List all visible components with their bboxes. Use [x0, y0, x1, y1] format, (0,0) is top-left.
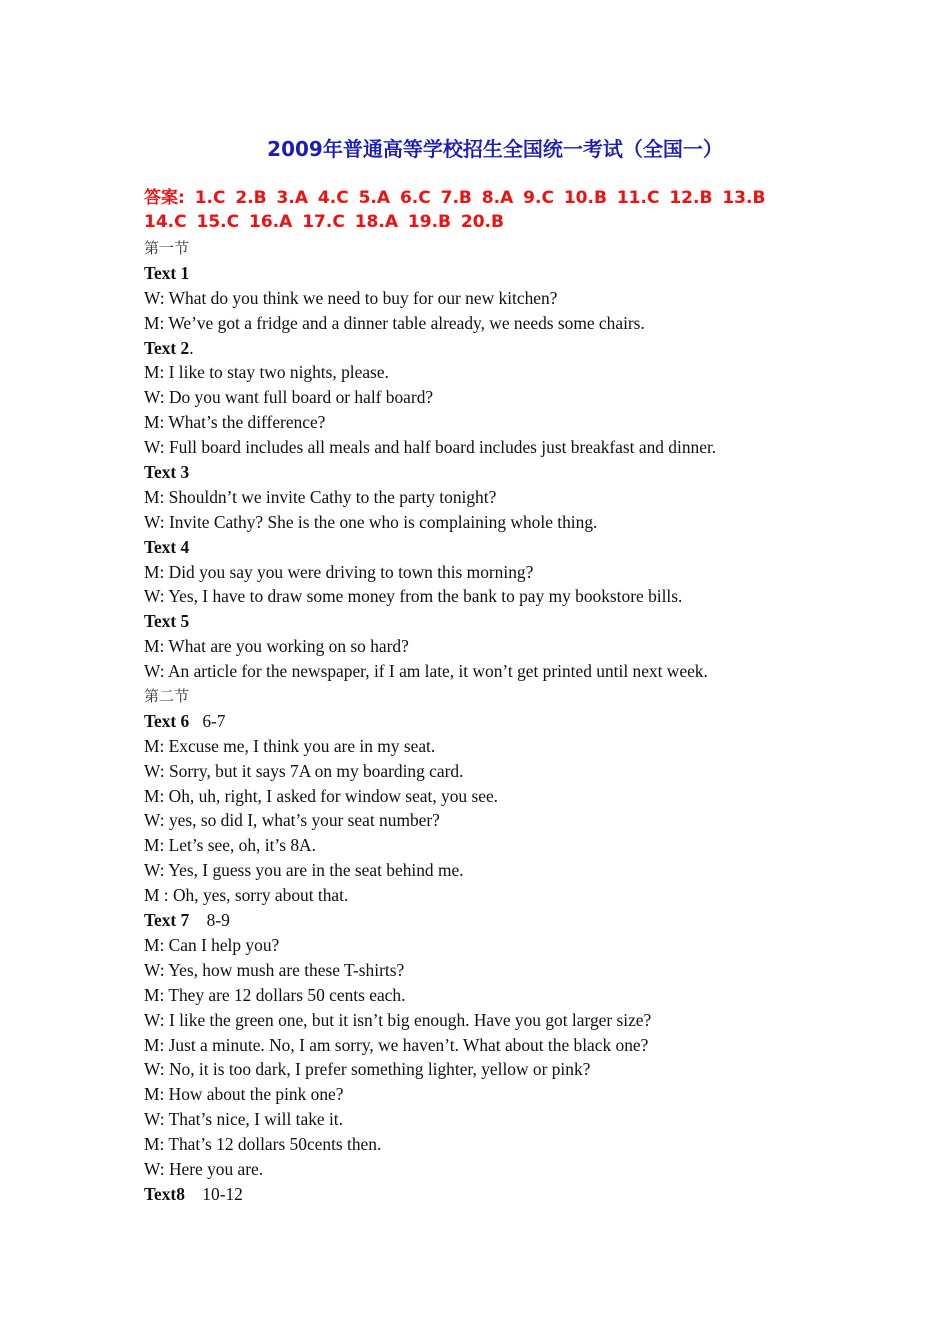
dialogue-line: W: No, it is too dark, I prefer something lighter, yellow or pink?: [144, 1059, 591, 1080]
dialogue-line: W: An article for the newspaper, if I am late, it won’t get printed until next week.: [144, 661, 708, 682]
dialogue-line: M: Just a minute. No, I am sorry, we haven’t. What about the black one?: [144, 1034, 649, 1055]
dialogue-line: M: We’ve got a fridge and a dinner table already, we needs some chairs.: [144, 312, 645, 333]
text-4-heading: Text 4: [144, 536, 190, 557]
text-6-range: 6-7: [202, 710, 226, 731]
text-7-heading-row: [144, 908, 844, 933]
transcript-body: [144, 236, 844, 1207]
dialogue-line: M: What are you working on so hard?: [144, 636, 409, 657]
text-5-heading: Text 5: [144, 611, 190, 632]
dialogue-line: M: That’s 12 dollars 50cents then.: [144, 1134, 382, 1155]
text-2-heading-row: [144, 336, 844, 361]
dialogue-line: W: Yes, how mush are these T-shirts?: [144, 959, 405, 980]
dialogue-line: M: I like to stay two nights, please.: [144, 362, 389, 383]
dialogue-line: M: They are 12 dollars 50 cents each.: [144, 984, 406, 1005]
answer-key: 答案: 1.C 2.B 3.A 4.C 5.A 6.C 7.B 8.A 9.C 10.B 11.C 12.B 13.B 14.C 15.C 16.A 17.C 18.A 19.B 20.B: [144, 188, 766, 232]
dialogue-line: M: Excuse me, I think you are in my seat.: [144, 735, 436, 756]
section-heading-1: 第一节: [144, 239, 190, 257]
text-6-heading: Text 6: [144, 710, 190, 731]
text-7-range: 8-9: [206, 910, 230, 931]
text-8-heading: Text8: [144, 1183, 185, 1204]
page-title: 2009年普通高等学校招生全国统一考试（全国一）: [267, 137, 723, 161]
dialogue-line: W: Full board includes all meals and half board includes just breakfast and dinner.: [144, 437, 717, 458]
dialogue-line: W: I like the green one, but it isn’t big enough. Have you got larger size?: [144, 1009, 652, 1030]
dialogue-line: W: What do you think we need to buy for our new kitchen?: [144, 287, 558, 308]
dialogue-line: W: Do you want full board or half board?: [144, 387, 434, 408]
dialogue-line: M: Shouldn’t we invite Cathy to the party tonight?: [144, 486, 497, 507]
text-8-range: 10-12: [202, 1183, 243, 1204]
dialogue-line: M: Did you say you were driving to town this morning?: [144, 561, 534, 582]
dialogue-line: W: yes, so did I, what’s your seat number?: [144, 810, 440, 831]
dialogue-line: W: That’s nice, I will take it.: [144, 1109, 343, 1130]
dialogue-line: M: Can I help you?: [144, 934, 280, 955]
dialogue-line: M : Oh, yes, sorry about that.: [144, 885, 349, 906]
dialogue-line: W: Here you are.: [144, 1158, 264, 1179]
text-6-heading-row: [144, 709, 844, 734]
dialogue-line: M: What’s the difference?: [144, 412, 326, 433]
text-2-heading-suffix: .: [189, 337, 194, 358]
text-3-heading: Text 3: [144, 462, 190, 483]
text-1-heading: Text 1: [144, 262, 190, 283]
dialogue-line: M: Oh, uh, right, I asked for window seat, you see.: [144, 785, 499, 806]
dialogue-line: W: Yes, I guess you are in the seat behind me.: [144, 860, 464, 881]
text-8-heading-row: [144, 1182, 844, 1207]
text-7-heading: Text 7: [144, 910, 190, 931]
text-2-heading: Text 2: [144, 337, 190, 358]
dialogue-line: M: How about the pink one?: [144, 1084, 344, 1105]
section-heading-2: 第二节: [144, 687, 190, 706]
dialogue-line: M: Let’s see, oh, it’s 8A.: [144, 835, 316, 856]
dialogue-line: W: Sorry, but it says 7A on my boarding card.: [144, 760, 464, 781]
dialogue-line: W: Invite Cathy? She is the one who is complaining whole thing.: [144, 511, 598, 532]
dialogue-line: W: Yes, I have to draw some money from the bank to pay my bookstore bills.: [144, 586, 683, 607]
